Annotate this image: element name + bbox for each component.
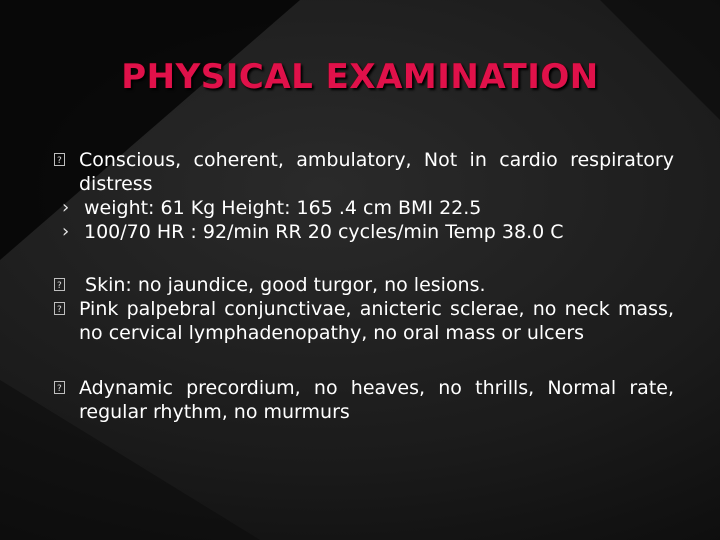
sub-item-text: 100/70 HR : 92/min RR 20 cycles/min Temp 38.0 C <box>84 221 564 243</box>
sub-item-vitals-2 <box>54 220 674 244</box>
list-item-text: Adynamic precordium, no heaves, no thrills, Normal rate, regular rhythm, no murmurs <box>79 377 674 423</box>
list-item-text: Skin: no jaundice, good turgor, no lesions. <box>79 274 486 296</box>
chevron-right-icon: › <box>62 197 70 218</box>
sub-item-text: weight: 61 Kg Height: 165 .4 cm BMI 22.5 <box>84 197 482 219</box>
list-item-text: Pink palpebral conjunctivae, anicteric sclerae, no neck mass, no cervical lymphadenopathy, no oral mass or ulcers <box>79 298 674 344</box>
list-item-text: Conscious, coherent, ambulatory, Not in cardio respiratory distress <box>79 149 674 195</box>
slide-content <box>54 148 674 424</box>
sub-item-vitals-1 <box>54 196 674 220</box>
square-bullet-icon <box>54 302 65 315</box>
square-bullet-icon <box>54 153 65 166</box>
list-item-cardiac <box>54 376 674 424</box>
slide-title: PHYSICAL EXAMINATION <box>121 57 599 97</box>
list-item-general <box>54 148 674 196</box>
chevron-right-icon: › <box>62 221 70 242</box>
list-item-skin <box>54 273 674 297</box>
list-item-heent <box>54 297 674 345</box>
square-bullet-icon <box>54 278 65 291</box>
square-bullet-icon <box>54 381 65 394</box>
